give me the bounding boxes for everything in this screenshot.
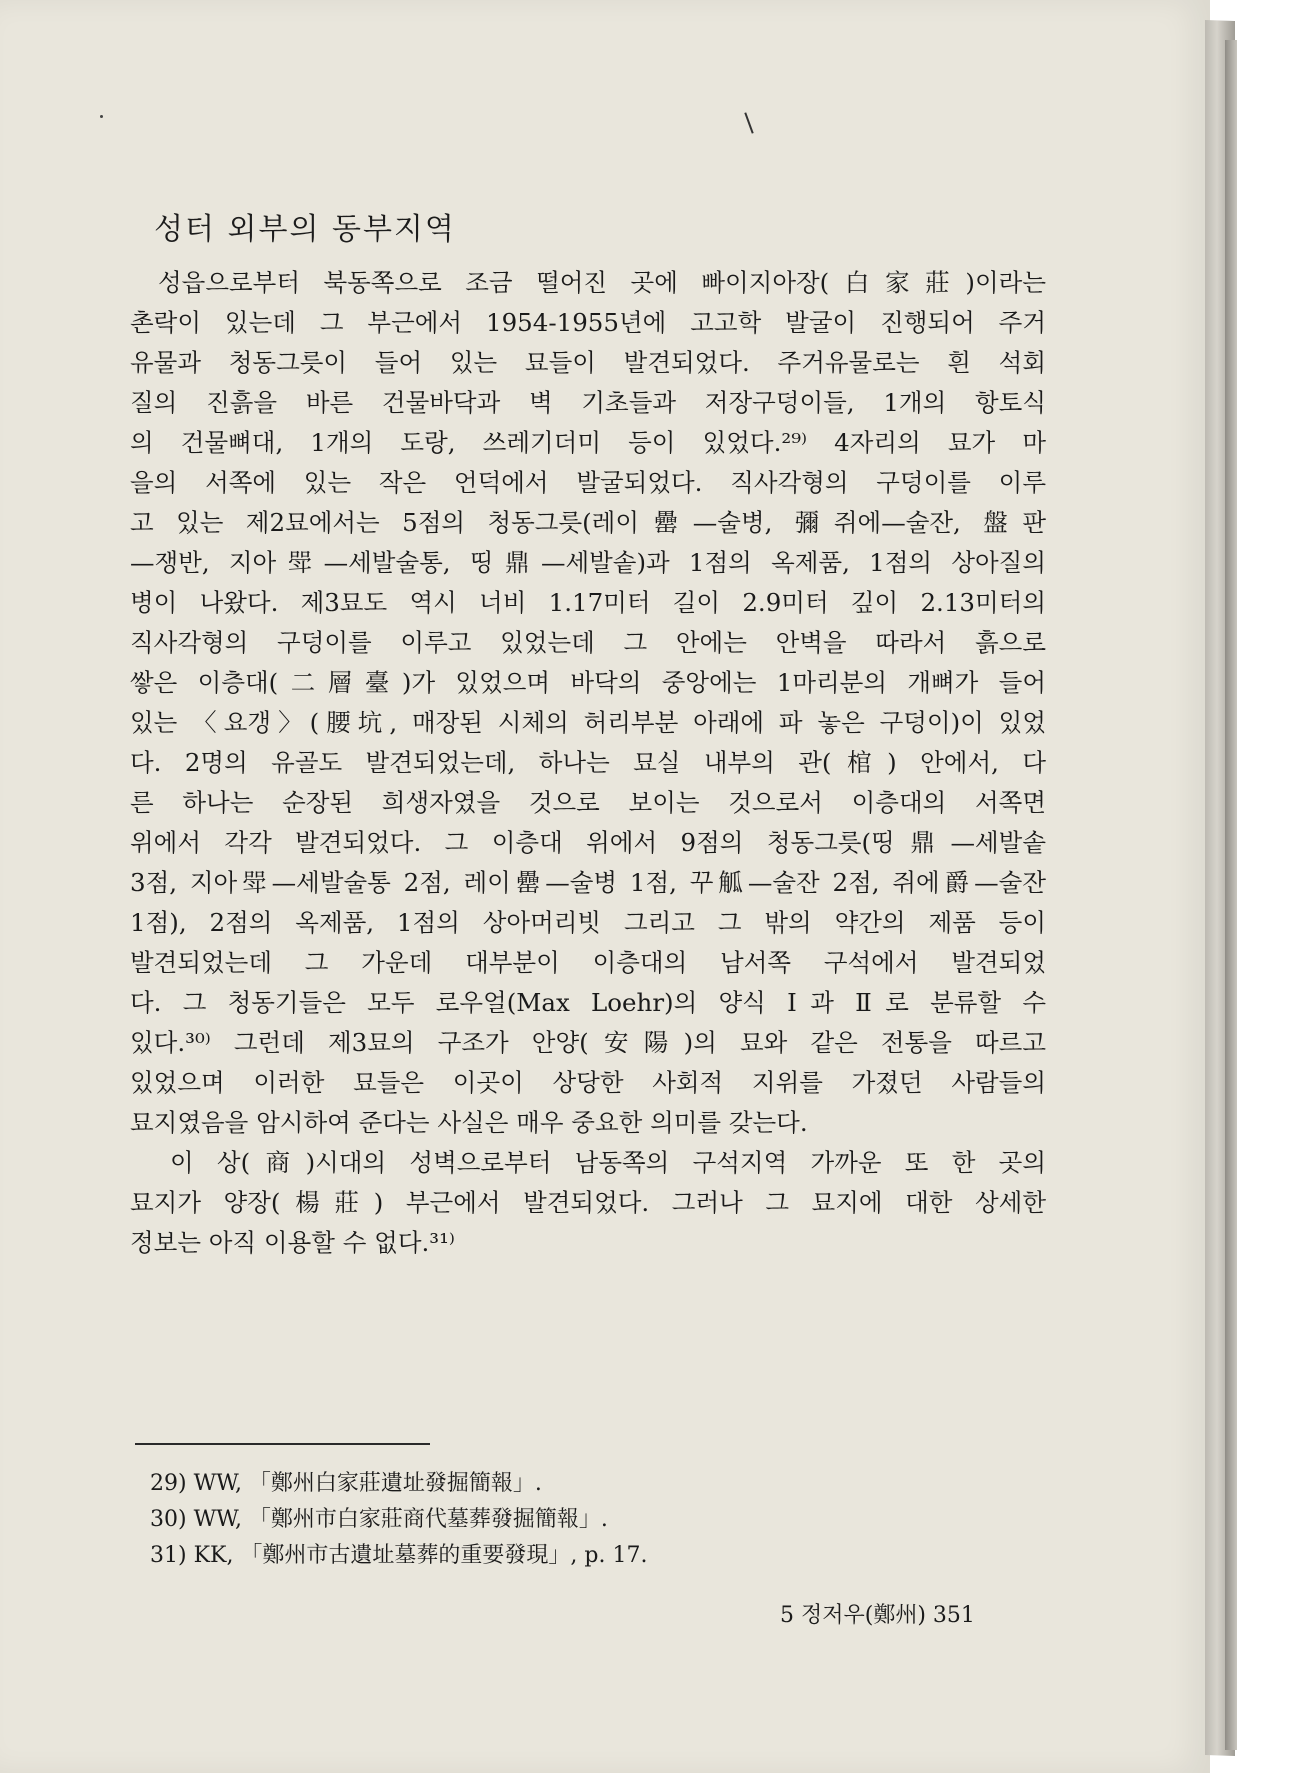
body-line: 성읍으로부터 북동쪽으로 조금 떨어진 곳에 빠이지아장(白家莊)이라는 xyxy=(158,268,1046,297)
body-line: 1점), 2점의 옥제품, 1점의 상아머리빗 그리고 그 밖의 약간의 제품 등이 xyxy=(130,908,1046,937)
footnote: 31) KK, 「鄭州市古遺址墓葬的重要發現」, p. 17. xyxy=(150,1543,648,1568)
body-line: 있었으며 이러한 묘들은 이곳이 상당한 사회적 지위를 가졌던 사람들의 xyxy=(130,1068,1046,1097)
body-line: 있다.³⁰⁾ 그런데 제3묘의 구조가 안양(安陽)의 묘와 같은 전통을 따르고 xyxy=(130,1028,1046,1057)
body-line: 른 하나는 순장된 희생자였을 것으로 보이는 것으로서 이층대의 서쪽면 xyxy=(130,788,1046,817)
body-line: 촌락이 있는데 그 부근에서 1954-1955년에 고고학 발굴이 진행되어 주거 xyxy=(130,308,1046,337)
body-line: 유물과 청동그릇이 들어 있는 묘들이 발견되었다. 주거유물로는 흰 석회 xyxy=(130,348,1046,377)
page-footer: 5 정저우(鄭州) 351 xyxy=(780,1603,975,1628)
body-line: 위에서 각각 발견되었다. 그 이층대 위에서 9점의 청동그릇(띵鼎—세발솥 xyxy=(130,828,1046,857)
body-line: 질의 진흙을 바른 건물바닥과 벽 기초들과 저장구덩이들, 1개의 항토식 xyxy=(130,388,1046,417)
body-line: 다. 그 청동기들은 모두 로우얼(Max Loehr)의 양식 Ⅰ과 Ⅱ로 분류할 수 xyxy=(130,988,1046,1017)
body-line: —쟁반, 지아斝—세발술통, 띵鼎—세발솥)과 1점의 옥제품, 1점의 상아질의 xyxy=(130,548,1046,577)
body-line: 묘지였음을 암시하여 준다는 사실은 매우 중요한 의미를 갖는다. xyxy=(130,1108,808,1137)
body-line: 고 있는 제2묘에서는 5점의 청동그릇(레이罍—술병, 彌쥐에—술잔, 盤판 xyxy=(130,508,1046,537)
body-line: 이 상(商)시대의 성벽으로부터 남동쪽의 구석지역 가까운 또 한 곳의 xyxy=(130,1148,1046,1177)
body-line: 직사각형의 구덩이를 이루고 있었는데 그 안에는 안벽을 따라서 흙으로 xyxy=(130,628,1046,657)
body-line: 있는 〈요갱〉(腰坑, 매장된 시체의 허리부분 아래에 파 놓은 구덩이)이 있었 xyxy=(130,708,1046,737)
book-page-edge xyxy=(1225,40,1237,1750)
body-line: 3점, 지아斝—세발술통 2점, 레이罍—술병 1점, 꾸觚—술잔 2점, 쥐에爵—술잔 xyxy=(130,868,1046,897)
body-line: 병이 나왔다. 제3묘도 역시 너비 1.17미터 길이 2.9미터 깊이 2.13미터의 xyxy=(130,588,1046,617)
body-line: 의 건물뼈대, 1개의 도랑, 쓰레기더미 등이 있었다.²⁹⁾ 4자리의 묘가 마 xyxy=(130,428,1046,457)
body-line: 묘지가 양장(楊莊) 부근에서 발견되었다. 그러나 그 묘지에 대한 상세한 xyxy=(130,1188,1046,1217)
body-line: 을의 서쪽에 있는 작은 언덕에서 발굴되었다. 직사각형의 구덩이를 이루 xyxy=(130,468,1046,497)
footnote: 29) WW, 「鄭州白家莊遺址發掘簡報」. xyxy=(150,1471,542,1496)
body-line: 정보는 아직 이용할 수 없다.³¹⁾ xyxy=(130,1228,455,1257)
body-line: 발견되었는데 그 가운데 대부분이 이층대의 남서쪽 구석에서 발견되었 xyxy=(130,948,1046,977)
body-line: 다. 2명의 유골도 발견되었는데, 하나는 묘실 내부의 관(棺) 안에서, 다 xyxy=(130,748,1046,777)
section-heading: 성터 외부의 동부지역 xyxy=(154,212,456,247)
footnote-divider xyxy=(135,1443,430,1445)
body-line: 쌓은 이층대(二層臺)가 있었으며 바닥의 중앙에는 1마리분의 개뼈가 들어 xyxy=(130,668,1046,697)
footnote: 30) WW, 「鄭州市白家莊商代墓葬發掘簡報」. xyxy=(150,1507,608,1532)
paper-mark xyxy=(744,112,753,133)
paper-mark xyxy=(100,115,103,118)
